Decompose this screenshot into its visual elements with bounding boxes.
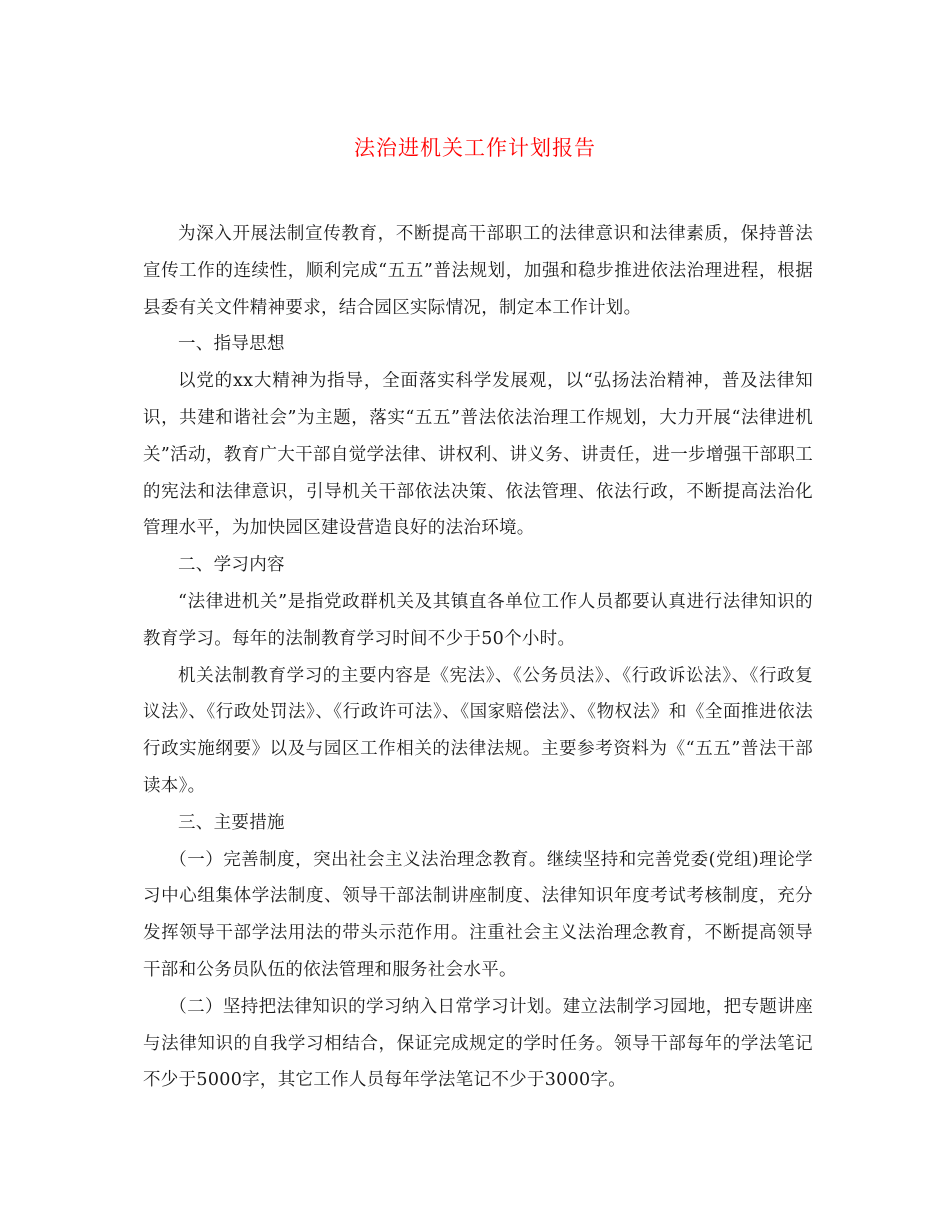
measure-paragraph-1: （一）完善制度，突出社会主义法治理念教育。继续坚持和完善党委(党组)理论学习中心组集体学法制度、领导干部法制讲座制度、法律知识年度考试考核制度，充分发挥领导干部学法用法的带头示范作用。注重社会主义法治理念教育，不断提高领导干部和公务员队伍的依法管理和服务社会水平。	[143, 849, 813, 980]
document-body	[143, 216, 813, 1099]
document-title: 法治进机关工作计划报告	[354, 136, 596, 160]
section-heading-guiding-ideology: 一、指导思想	[178, 334, 285, 355]
study-content-paragraph-1: “法律进机关”是指党政群机关及其镇直各单位工作人员都要认真进行法律知识的教育学习。每年的法制教育学习时间不少于50个小时。	[143, 591, 813, 649]
section-heading-study-content: 二、学习内容	[178, 555, 285, 576]
study-content-paragraph-2: 机关法制教育学习的主要内容是《宪法》、《公务员法》、《行政诉讼法》、《行政复议法》、《行政处罚法》、《行政许可法》、《国家赔偿法》、《物权法》和《全面推进依法行政实施纲要》以及与园区工作相关的法律法规。主要参考资料为《“五五”普法干部读本》。	[143, 665, 813, 796]
intro-paragraph: 为深入开展法制宣传教育，不断提高干部职工的法律意识和法律素质，保持普法宣传工作的连续性，顺利完成“五五”普法规划，加强和稳步推进依法治理进程，根据县委有关文件精神要求，结合园区实际情况，制定本工作计划。	[143, 224, 813, 318]
section-heading-main-measures: 三、主要措施	[178, 812, 285, 833]
guiding-ideology-paragraph: 以党的xx大精神为指导，全面落实科学发展观，以“弘扬法治精神，普及法律知识，共建和谐社会”为主题，落实“五五”普法依法治理工作规划，大力开展“法律进机关”活动，教育广大干部自觉学法律、讲权利、讲义务、讲责任，进一步增强干部职工的宪法和法律意识，引导机关干部依法决策、依法管理、依法行政，不断提高法治化管理水平，为加快园区建设营造良好的法治环境。	[143, 371, 813, 539]
measure-paragraph-2: （二）坚持把法律知识的学习纳入日常学习计划。建立法制学习园地，把专题讲座与法律知识的自我学习相结合，保证完成规定的学时任务。领导干部每年的学法笔记不少于5000字，其它工作人员每年学法笔记不少于3000字。	[143, 996, 813, 1091]
